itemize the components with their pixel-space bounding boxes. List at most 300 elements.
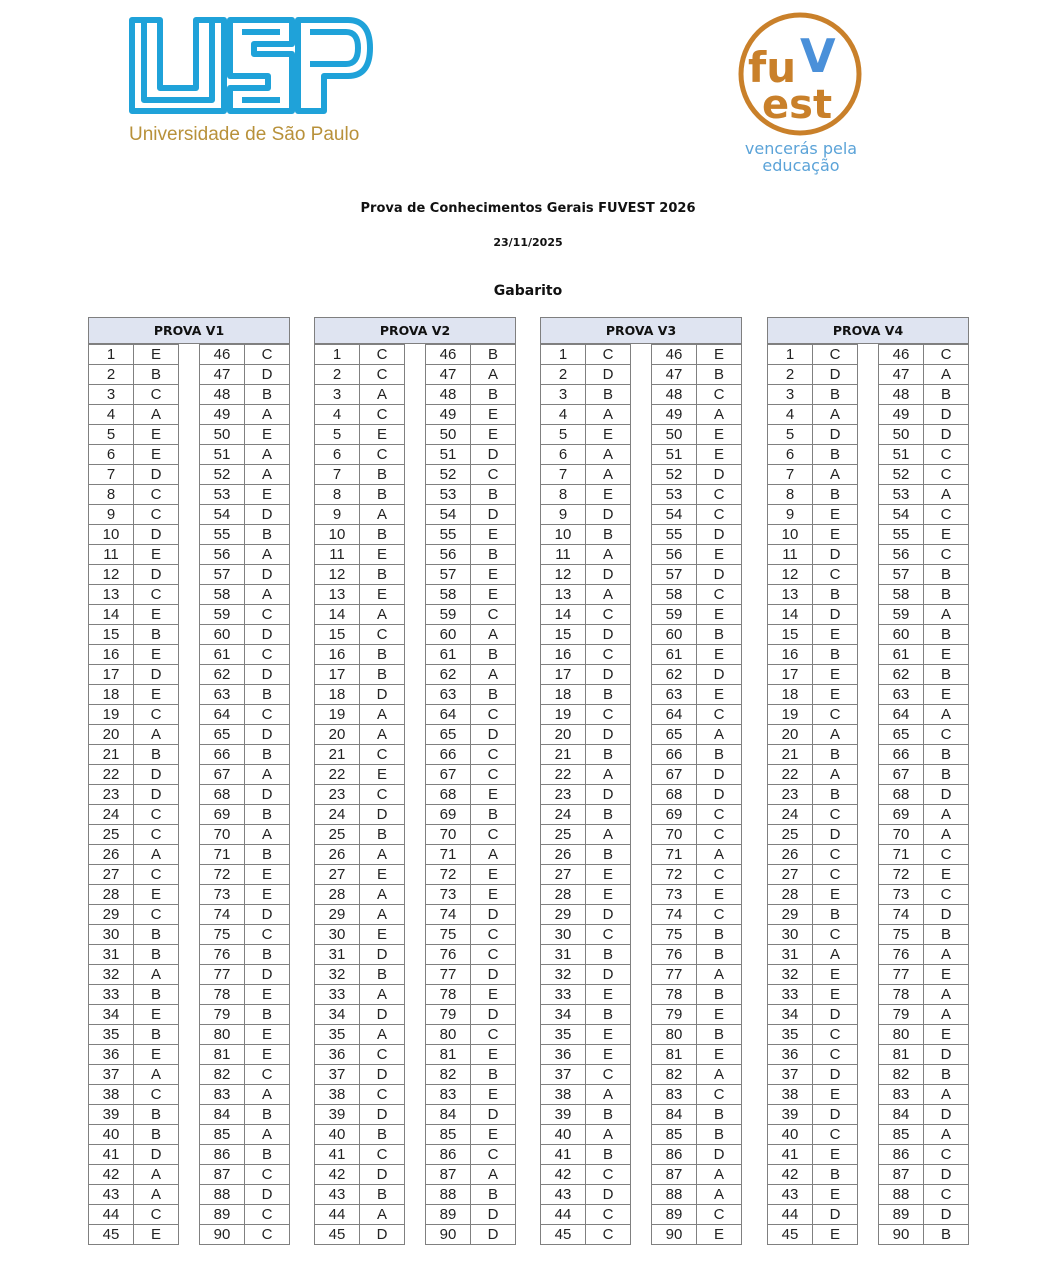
answer-letter: C xyxy=(813,925,858,945)
answer-letter: B xyxy=(813,485,858,505)
table-row xyxy=(541,545,631,565)
question-number: 86 xyxy=(879,1145,924,1165)
table-row xyxy=(426,785,516,805)
answer-letter: C xyxy=(586,1205,631,1225)
question-number: 8 xyxy=(89,485,134,505)
question-number: 11 xyxy=(315,545,360,565)
question-number: 1 xyxy=(541,345,586,365)
table-row xyxy=(426,905,516,925)
table-row xyxy=(315,565,405,585)
question-number: 20 xyxy=(315,725,360,745)
question-number: 79 xyxy=(652,1005,697,1025)
question-number: 62 xyxy=(200,665,245,685)
table-row xyxy=(315,505,405,525)
question-number: 28 xyxy=(89,885,134,905)
question-number: 13 xyxy=(89,585,134,605)
question-number: 18 xyxy=(768,685,813,705)
table-row xyxy=(315,765,405,785)
table-row xyxy=(541,825,631,845)
answer-letter: D xyxy=(697,525,742,545)
answer-letter: A xyxy=(697,1065,742,1085)
answer-letter: A xyxy=(697,965,742,985)
question-number: 36 xyxy=(768,1045,813,1065)
question-number: 50 xyxy=(879,425,924,445)
answer-letter: E xyxy=(924,965,969,985)
question-number: 13 xyxy=(541,585,586,605)
question-number: 58 xyxy=(200,585,245,605)
question-number: 60 xyxy=(652,625,697,645)
table-row xyxy=(200,1045,290,1065)
answer-letter: B xyxy=(924,565,969,585)
table-row xyxy=(879,405,969,425)
prova-header: PROVA V1 xyxy=(88,317,290,344)
question-number: 38 xyxy=(315,1085,360,1105)
question-number: 47 xyxy=(426,365,471,385)
answer-letter: A xyxy=(134,405,179,425)
question-number: 42 xyxy=(768,1165,813,1185)
answer-letter: D xyxy=(134,465,179,485)
table-row xyxy=(89,905,179,925)
question-number: 4 xyxy=(315,405,360,425)
question-number: 46 xyxy=(879,345,924,365)
table-row xyxy=(426,805,516,825)
table-row xyxy=(315,1105,405,1125)
answer-letter: B xyxy=(245,1005,290,1025)
question-number: 23 xyxy=(315,785,360,805)
prova-header: PROVA V2 xyxy=(314,317,516,344)
question-number: 2 xyxy=(89,365,134,385)
table-row xyxy=(541,1025,631,1045)
answer-letter: D xyxy=(471,965,516,985)
answer-letter: D xyxy=(924,1205,969,1225)
question-number: 71 xyxy=(652,845,697,865)
table-row xyxy=(200,845,290,865)
table-row xyxy=(541,785,631,805)
answer-letter: C xyxy=(697,905,742,925)
question-number: 58 xyxy=(426,585,471,605)
answer-letter: E xyxy=(813,685,858,705)
question-number: 59 xyxy=(426,605,471,625)
table-row xyxy=(89,445,179,465)
answer-letter: A xyxy=(360,605,405,625)
answer-letter: E xyxy=(360,585,405,605)
question-number: 54 xyxy=(652,505,697,525)
answer-letter: E xyxy=(697,605,742,625)
answer-letter: E xyxy=(471,565,516,585)
tagline-line-2: educação xyxy=(762,156,840,175)
question-number: 67 xyxy=(652,765,697,785)
answer-letter: C xyxy=(813,345,858,365)
answer-letter: A xyxy=(360,1025,405,1045)
answer-letter: D xyxy=(471,1005,516,1025)
table-row xyxy=(315,725,405,745)
table-row xyxy=(426,685,516,705)
table-row xyxy=(89,365,179,385)
prova-block-v4 xyxy=(767,317,969,1245)
table-row xyxy=(200,605,290,625)
question-number: 39 xyxy=(315,1105,360,1125)
answer-letter: A xyxy=(360,845,405,865)
answer-letter: D xyxy=(134,1145,179,1165)
table-row xyxy=(315,685,405,705)
table-row xyxy=(315,445,405,465)
question-number: 67 xyxy=(879,765,924,785)
table-row xyxy=(89,565,179,585)
answer-letter: C xyxy=(697,1085,742,1105)
table-row xyxy=(879,1065,969,1085)
table-row xyxy=(200,425,290,445)
table-row xyxy=(200,365,290,385)
table-row xyxy=(89,1045,179,1065)
answer-letter: A xyxy=(813,945,858,965)
question-number: 72 xyxy=(200,865,245,885)
table-row xyxy=(879,925,969,945)
answer-letter: D xyxy=(471,1225,516,1245)
answer-letter: D xyxy=(586,505,631,525)
answer-letter: D xyxy=(924,405,969,425)
question-number: 26 xyxy=(541,845,586,865)
table-row xyxy=(89,885,179,905)
table-row xyxy=(426,765,516,785)
answer-letter: E xyxy=(813,505,858,525)
table-row xyxy=(315,905,405,925)
question-number: 87 xyxy=(879,1165,924,1185)
question-number: 49 xyxy=(426,405,471,425)
answer-letter: A xyxy=(813,465,858,485)
table-row xyxy=(315,705,405,725)
table-row xyxy=(879,705,969,725)
answer-letter: E xyxy=(697,1045,742,1065)
table-row xyxy=(541,905,631,925)
question-number: 69 xyxy=(879,805,924,825)
table-row xyxy=(879,465,969,485)
table-row xyxy=(541,965,631,985)
answer-letter: C xyxy=(586,645,631,665)
answer-letter: B xyxy=(471,485,516,505)
question-number: 88 xyxy=(426,1185,471,1205)
table-row xyxy=(200,965,290,985)
answer-letter: A xyxy=(360,705,405,725)
question-number: 5 xyxy=(315,425,360,445)
question-number: 60 xyxy=(200,625,245,645)
question-number: 31 xyxy=(541,945,586,965)
table-row xyxy=(315,1045,405,1065)
table-row xyxy=(541,945,631,965)
question-number: 72 xyxy=(879,865,924,885)
table-row xyxy=(879,1045,969,1065)
question-number: 51 xyxy=(426,445,471,465)
answer-letter: A xyxy=(245,1085,290,1105)
answer-letter: B xyxy=(471,385,516,405)
answer-letter: A xyxy=(586,445,631,465)
answer-letter: C xyxy=(134,905,179,925)
question-number: 30 xyxy=(541,925,586,945)
question-number: 14 xyxy=(89,605,134,625)
table-row xyxy=(426,485,516,505)
table-row xyxy=(200,785,290,805)
table-row xyxy=(652,385,742,405)
question-number: 59 xyxy=(200,605,245,625)
answer-letter: A xyxy=(586,405,631,425)
question-number: 42 xyxy=(541,1165,586,1185)
answer-letter: B xyxy=(813,645,858,665)
table-row xyxy=(541,725,631,745)
answer-letter: E xyxy=(471,1125,516,1145)
answer-letter: C xyxy=(586,1225,631,1245)
question-number: 65 xyxy=(426,725,471,745)
table-row xyxy=(652,785,742,805)
prova-block-v1 xyxy=(88,317,290,1245)
answer-letter: A xyxy=(360,1205,405,1225)
answer-letter: B xyxy=(586,1145,631,1165)
answer-letter: B xyxy=(471,345,516,365)
table-row xyxy=(315,385,405,405)
table-row xyxy=(879,805,969,825)
answer-letter: A xyxy=(245,1125,290,1145)
table-row xyxy=(879,1125,969,1145)
table-row xyxy=(426,425,516,445)
answer-letter: B xyxy=(134,1125,179,1145)
answer-letter: C xyxy=(697,825,742,845)
question-number: 74 xyxy=(200,905,245,925)
answer-letter: A xyxy=(360,985,405,1005)
question-number: 72 xyxy=(652,865,697,885)
answer-letter: B xyxy=(134,625,179,645)
answer-letter: A xyxy=(586,1125,631,1145)
table-row xyxy=(89,985,179,1005)
answer-letter: D xyxy=(245,905,290,925)
question-number: 59 xyxy=(879,605,924,625)
table-row xyxy=(200,1085,290,1105)
question-number: 68 xyxy=(652,785,697,805)
answer-letter: D xyxy=(924,1165,969,1185)
question-number: 33 xyxy=(89,985,134,1005)
answer-letter: D xyxy=(813,365,858,385)
table-row xyxy=(768,1105,858,1125)
question-number: 31 xyxy=(315,945,360,965)
answer-letter: B xyxy=(924,585,969,605)
answer-letter: D xyxy=(586,1185,631,1205)
answer-letter: E xyxy=(245,1025,290,1045)
table-row xyxy=(879,1005,969,1025)
question-number: 62 xyxy=(879,665,924,685)
table-row xyxy=(541,685,631,705)
question-number: 73 xyxy=(426,885,471,905)
answer-letter: C xyxy=(471,745,516,765)
question-number: 24 xyxy=(541,805,586,825)
question-number: 78 xyxy=(426,985,471,1005)
answer-letter: A xyxy=(697,405,742,425)
question-number: 34 xyxy=(541,1005,586,1025)
answer-letter: A xyxy=(245,405,290,425)
table-row xyxy=(200,705,290,725)
question-number: 87 xyxy=(652,1165,697,1185)
answer-letter: E xyxy=(360,865,405,885)
question-number: 29 xyxy=(541,905,586,925)
answer-letter: B xyxy=(360,465,405,485)
answer-letter: A xyxy=(697,845,742,865)
question-number: 90 xyxy=(200,1225,245,1245)
answer-letter: B xyxy=(245,845,290,865)
answer-letter: D xyxy=(471,445,516,465)
answer-letter: B xyxy=(360,645,405,665)
table-row xyxy=(768,1025,858,1045)
answer-letter: E xyxy=(813,985,858,1005)
answer-letter: A xyxy=(924,485,969,505)
table-row xyxy=(541,585,631,605)
question-number: 48 xyxy=(652,385,697,405)
question-number: 38 xyxy=(89,1085,134,1105)
question-number: 43 xyxy=(768,1185,813,1205)
answer-letter: E xyxy=(471,585,516,605)
table-row xyxy=(879,545,969,565)
answer-letter: A xyxy=(924,705,969,725)
answer-letter: C xyxy=(924,1145,969,1165)
question-number: 22 xyxy=(89,765,134,785)
question-number: 3 xyxy=(89,385,134,405)
answer-letter: A xyxy=(245,445,290,465)
question-number: 5 xyxy=(768,425,813,445)
question-number: 76 xyxy=(879,945,924,965)
table-row xyxy=(652,1025,742,1045)
table-row xyxy=(768,865,858,885)
question-number: 42 xyxy=(315,1165,360,1185)
question-number: 28 xyxy=(541,885,586,905)
question-number: 80 xyxy=(426,1025,471,1045)
answer-letter: A xyxy=(245,585,290,605)
question-number: 78 xyxy=(200,985,245,1005)
table-row xyxy=(315,425,405,445)
answer-letter: A xyxy=(586,765,631,785)
table-row xyxy=(426,1185,516,1205)
table-row xyxy=(89,545,179,565)
answer-letter: E xyxy=(813,665,858,685)
answer-letter: B xyxy=(471,805,516,825)
question-number: 1 xyxy=(315,345,360,365)
table-row xyxy=(200,885,290,905)
table-row xyxy=(89,865,179,885)
question-number: 55 xyxy=(200,525,245,545)
answer-letter: D xyxy=(360,1105,405,1125)
answer-letter: C xyxy=(813,565,858,585)
table-row xyxy=(652,865,742,885)
answer-letter: A xyxy=(360,725,405,745)
answer-letter: B xyxy=(471,1185,516,1205)
question-number: 14 xyxy=(768,605,813,625)
prova-block-v3 xyxy=(540,317,742,1245)
answer-letter: B xyxy=(813,445,858,465)
answer-letter: C xyxy=(813,1125,858,1145)
answer-letter: C xyxy=(813,1025,858,1045)
prova-header: PROVA V4 xyxy=(767,317,969,344)
table-row xyxy=(879,765,969,785)
answer-letter: A xyxy=(586,545,631,565)
table-row xyxy=(652,825,742,845)
answer-letter: C xyxy=(360,405,405,425)
question-number: 74 xyxy=(652,905,697,925)
table-row xyxy=(768,1045,858,1065)
question-number: 77 xyxy=(652,965,697,985)
table-row xyxy=(768,705,858,725)
answer-table xyxy=(878,344,969,1245)
answer-table xyxy=(314,344,405,1245)
table-row xyxy=(89,485,179,505)
answer-letter: C xyxy=(924,445,969,465)
question-number: 26 xyxy=(768,845,813,865)
question-number: 55 xyxy=(426,525,471,545)
table-row xyxy=(768,965,858,985)
table-row xyxy=(89,525,179,545)
table-row xyxy=(315,885,405,905)
question-number: 40 xyxy=(768,1125,813,1145)
table-row xyxy=(652,565,742,585)
table-row xyxy=(89,825,179,845)
answer-letter: B xyxy=(471,1065,516,1085)
table-row xyxy=(315,865,405,885)
table-row xyxy=(200,1145,290,1165)
table-row xyxy=(200,685,290,705)
table-row xyxy=(652,1225,742,1245)
question-number: 65 xyxy=(879,725,924,745)
question-number: 39 xyxy=(768,1105,813,1125)
table-row xyxy=(652,425,742,445)
question-number: 54 xyxy=(879,505,924,525)
answer-letter: A xyxy=(924,1085,969,1105)
question-number: 85 xyxy=(200,1125,245,1145)
answer-letter: C xyxy=(360,785,405,805)
table-row xyxy=(200,505,290,525)
question-number: 25 xyxy=(541,825,586,845)
question-number: 37 xyxy=(89,1065,134,1085)
table-row xyxy=(652,485,742,505)
question-number: 73 xyxy=(652,885,697,905)
table-row xyxy=(200,465,290,485)
answer-table xyxy=(88,344,179,1245)
table-row xyxy=(768,1065,858,1085)
answer-letter: D xyxy=(586,725,631,745)
table-row xyxy=(768,1005,858,1025)
answer-letter: E xyxy=(813,1145,858,1165)
table-row xyxy=(315,525,405,545)
answer-letter: D xyxy=(134,525,179,545)
answer-letter: E xyxy=(134,1045,179,1065)
table-row xyxy=(879,485,969,505)
answer-letter: C xyxy=(697,485,742,505)
table-row xyxy=(652,605,742,625)
answer-letter: C xyxy=(134,825,179,845)
answer-letter: D xyxy=(245,665,290,685)
table-row xyxy=(768,765,858,785)
answer-letter: D xyxy=(586,565,631,585)
question-number: 7 xyxy=(541,465,586,485)
question-number: 87 xyxy=(200,1165,245,1185)
table-row xyxy=(652,665,742,685)
table-row xyxy=(89,1165,179,1185)
question-number: 45 xyxy=(541,1225,586,1245)
answer-letter: D xyxy=(245,1185,290,1205)
table-row xyxy=(768,425,858,445)
question-number: 86 xyxy=(200,1145,245,1165)
answer-letter: C xyxy=(813,845,858,865)
answer-letter: E xyxy=(697,1005,742,1025)
question-number: 78 xyxy=(652,985,697,1005)
question-number: 66 xyxy=(879,745,924,765)
answer-letter: A xyxy=(924,365,969,385)
question-number: 68 xyxy=(879,785,924,805)
question-number: 63 xyxy=(879,685,924,705)
table-row xyxy=(541,845,631,865)
answer-letter: B xyxy=(134,985,179,1005)
